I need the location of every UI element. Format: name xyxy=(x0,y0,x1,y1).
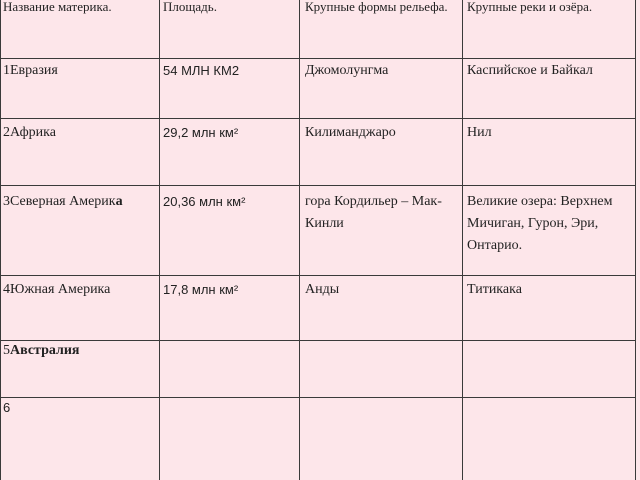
row-divider xyxy=(0,185,636,186)
row-number: 3 xyxy=(3,194,10,209)
row-number: 1 xyxy=(3,63,10,78)
row-number: 4 xyxy=(3,282,10,297)
col-divider xyxy=(159,0,160,480)
table-row-3-water: Великие озера: Верхнем Мичиган, Гурон, Эри, Онтарио. xyxy=(467,194,613,253)
table-row-2-water: Нил xyxy=(467,125,492,140)
row-divider xyxy=(0,118,636,119)
header-continent: Название материка. xyxy=(3,0,112,14)
header-area: Площадь. xyxy=(163,0,217,14)
table-row-3-area: 20,36 млн км² xyxy=(163,194,246,209)
table-row-3-continent xyxy=(3,191,157,213)
col-divider xyxy=(0,0,1,480)
table-row-1-area: 54 МЛН КМ2 xyxy=(163,63,240,78)
continent-name: Австралия xyxy=(10,343,80,358)
col-divider xyxy=(635,0,636,480)
row-divider xyxy=(0,58,636,59)
continent-name-tail: а xyxy=(115,194,123,209)
table-row-4-continent xyxy=(3,279,157,301)
continent-name: Северная Америк xyxy=(10,194,116,209)
row-number: 5 xyxy=(3,343,10,358)
header-water: Крупные реки и озёра. xyxy=(467,0,593,14)
table-row-6-continent xyxy=(3,397,157,419)
table-row-3-relief: гора Кордильер – Мак-Кинли xyxy=(305,194,442,231)
continent-name: Африка xyxy=(10,125,56,140)
header-relief: Крупные формы рельефа. xyxy=(305,0,448,14)
row-divider xyxy=(0,275,636,276)
table-row-1-relief: Джомолунгма xyxy=(305,63,389,78)
table-row-5-continent xyxy=(3,340,157,362)
col-divider xyxy=(462,0,463,480)
table-row-2-continent xyxy=(3,122,157,144)
table-row-1-continent xyxy=(3,60,157,82)
row-number: 2 xyxy=(3,125,10,140)
continent-name: Южная Америка xyxy=(10,282,111,297)
continent-name: Евразия xyxy=(10,63,58,78)
table-row-2-relief: Килиманджаро xyxy=(305,125,396,140)
table-row-1-water: Каспийское и Байкал xyxy=(467,63,593,78)
table-row-2-area: 29,2 млн км² xyxy=(163,125,239,140)
table-row-4-area: 17,8 млн км² xyxy=(163,282,239,297)
row-number: 6 xyxy=(3,400,11,415)
col-divider xyxy=(299,0,300,480)
table-row-4-water: Титикака xyxy=(467,282,522,297)
table-row-4-relief: Анды xyxy=(305,282,340,297)
